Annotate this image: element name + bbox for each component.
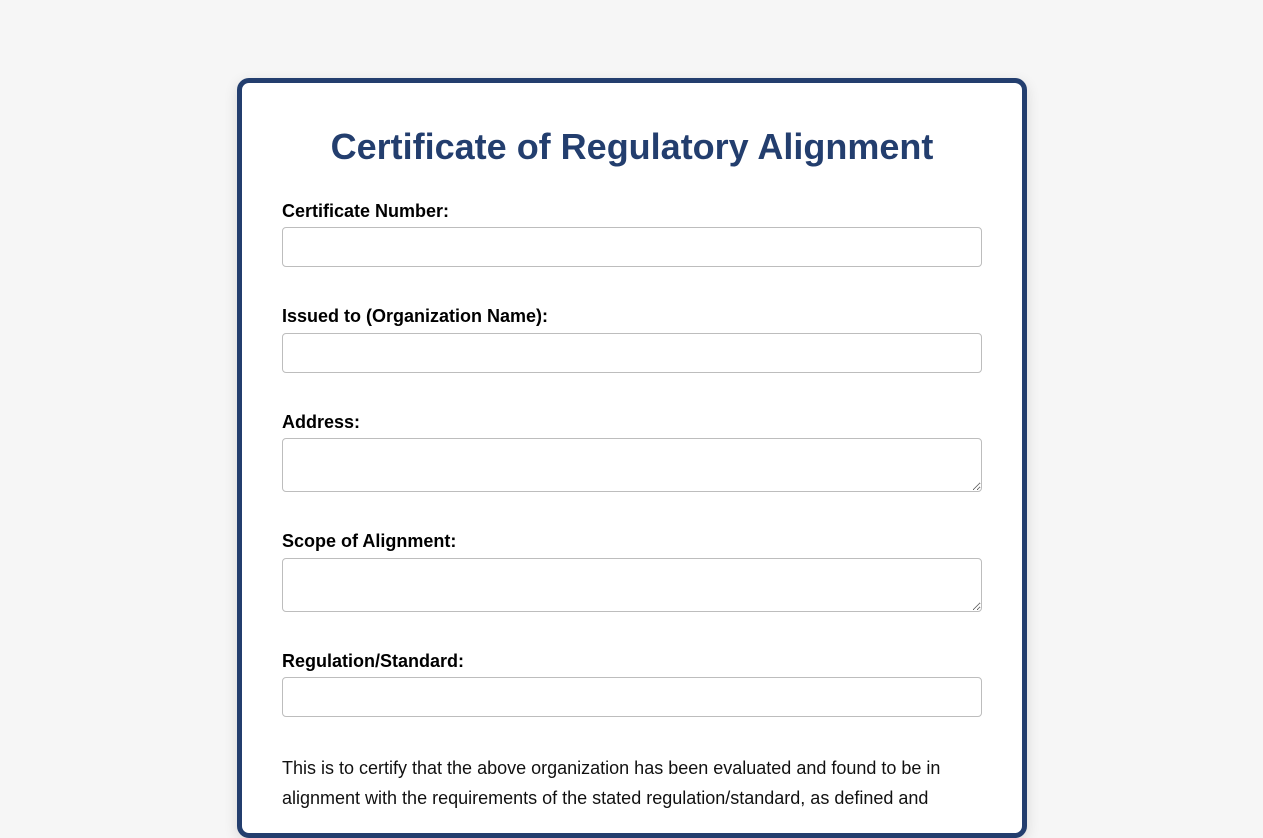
regulation-input[interactable] <box>282 677 982 717</box>
certificate-number-label: Certificate Number: <box>282 201 450 221</box>
certification-statement: This is to certify that the above organization has been evaluated and found to be in alignment with the requirements of the stated regulation/standard, as defined and <box>282 758 941 808</box>
address-label: Address: <box>282 412 361 432</box>
scope-textarea[interactable] <box>282 558 982 612</box>
certificate-card <box>237 78 1027 838</box>
organization-name-input[interactable] <box>282 333 982 373</box>
regulation-label: Regulation/Standard: <box>282 651 465 671</box>
certificate-title: Certificate of Regulatory Alignment <box>330 126 934 167</box>
address-textarea[interactable] <box>282 438 982 492</box>
issued-to-label: Issued to (Organization Name): <box>282 306 549 326</box>
scope-label: Scope of Alignment: <box>282 531 457 551</box>
certificate-number-input[interactable] <box>282 227 982 267</box>
